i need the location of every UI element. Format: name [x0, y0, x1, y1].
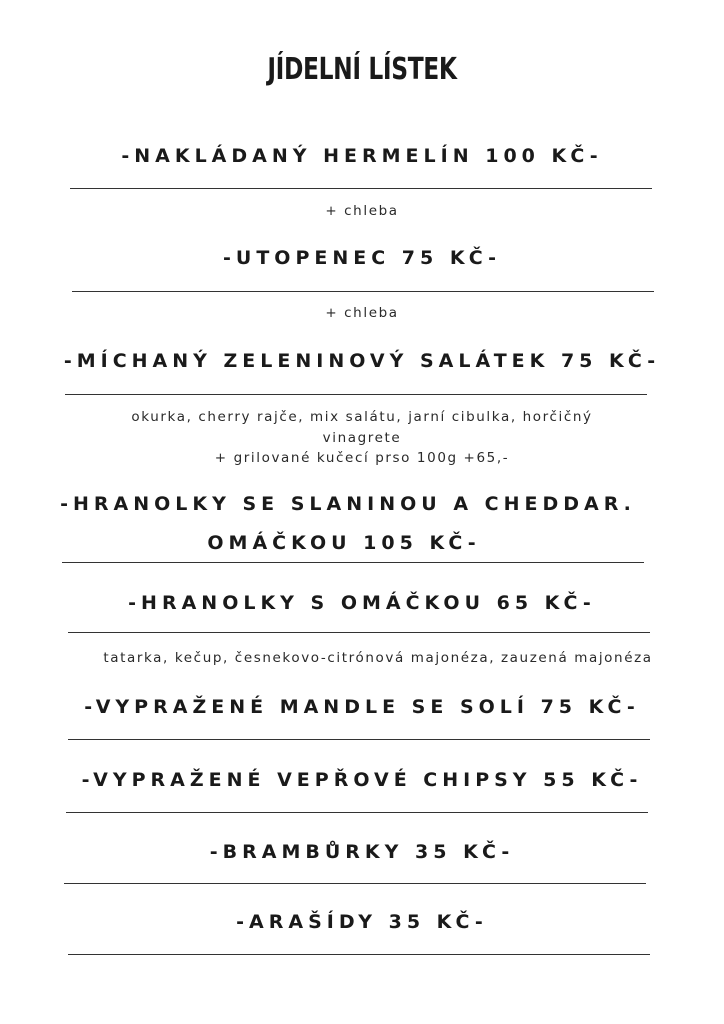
menu-item-hranolky-omacka: -HRANOLKY S OMÁČKOU 65 KČ- — [128, 592, 596, 614]
menu-item-note-line3: + grilované kučecí prso 100g +65,- — [214, 450, 510, 466]
menu-item-note: tatarka, kečup, česnekovo-citrónová majonéza, zauzená majonéza — [103, 650, 653, 666]
menu-item-note: + chleba — [325, 203, 399, 219]
menu-item-veprove-chipsy: -VYPRAŽENÉ VEPŘOVÉ CHIPSY 55 KČ- — [81, 769, 643, 791]
menu-item-vyprazene-mandle: -VYPRAŽENÉ MANDLE SE SOLÍ 75 KČ- — [84, 696, 640, 718]
divider — [70, 188, 652, 189]
menu-item-hranolky-slanina-line2: OMÁČKOU 105 KČ- — [207, 532, 481, 554]
divider — [68, 954, 650, 955]
divider — [72, 291, 654, 292]
menu-item-utopenec: -UTOPENEC 75 KČ- — [223, 247, 501, 269]
divider — [62, 562, 644, 563]
divider — [65, 394, 647, 395]
divider — [66, 812, 648, 813]
divider — [64, 883, 646, 884]
menu-title: JÍDELNÍ LÍSTEK — [267, 52, 457, 87]
menu-item-note-line1: okurka, cherry rajče, mix salátu, jarní cibulka, horčičný — [131, 409, 593, 425]
divider — [68, 739, 650, 740]
divider — [68, 632, 650, 633]
menu-item-note: + chleba — [325, 305, 399, 321]
menu-item-hranolky-slanina-line1: -HRANOLKY SE SLANINOU A CHEDDAR. — [60, 493, 636, 515]
menu-item-note-line2: vinagrete — [322, 430, 402, 446]
menu-item-michany-salatek: -MÍCHANÝ ZELENINOVÝ SALÁTEK 75 KČ- — [63, 350, 661, 372]
menu-item-nakladany-hermelin: -NAKLÁDANÝ HERMELÍN 100 KČ- — [121, 145, 603, 167]
menu-item-brambu-rky: -BRAMBŮRKY 35 KČ- — [209, 841, 515, 863]
menu-item-arasidy: -ARAŠÍDY 35 KČ- — [236, 911, 488, 933]
